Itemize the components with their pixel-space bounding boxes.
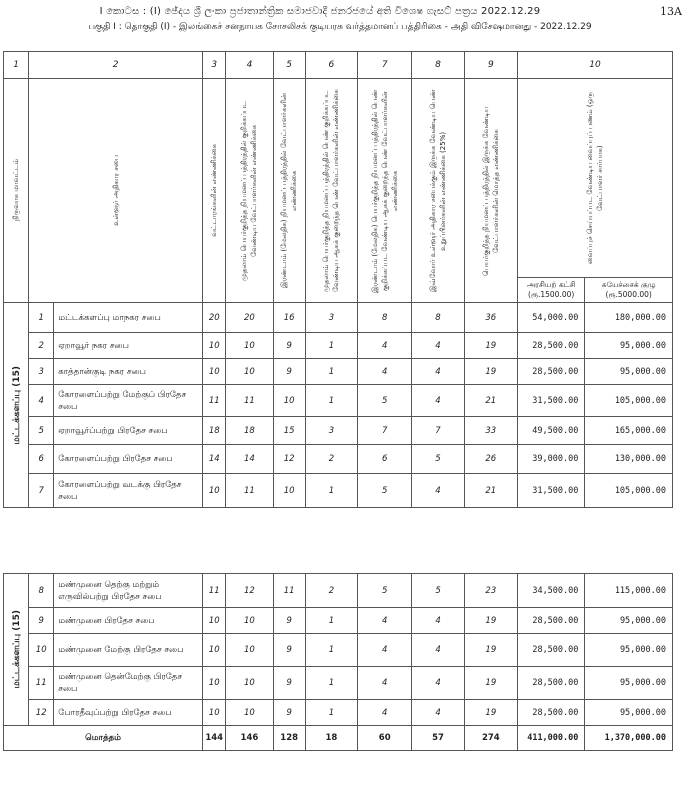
second-nomination-count: 9 [273,333,305,359]
second-women-count: 4 [358,359,412,385]
head-authority: உள்ளூர் அதிகார சபை [29,79,203,303]
authority-name: காத்தான்குடி நகர சபை [54,359,203,385]
table-row [4,667,673,700]
independent-deposit: 105,000.00 [585,385,673,417]
total-c5: 128 [273,726,305,751]
second-nomination-count: 9 [273,359,305,385]
head-first-women: முதலாம் பெயர்குறித்த நியமனப் பத்திரத்தில் பெண் குறிக்கப்பட வேண்டிய ஆகக் குறைந்த பெண் வேட்பாளர்களின் எண்ணிக்கை [305,79,357,303]
total-candidates-count: 23 [464,574,517,608]
first-nomination-count: 10 [226,700,273,726]
total-candidates-count: 33 [464,417,517,445]
authority-name: மண்முனை மேற்கு பிரதேச சபை [54,634,203,667]
authority-name: மண்முனை பிரதேச சபை [54,608,203,634]
independent-deposit: 165,000.00 [585,417,673,445]
row-number: 8 [29,574,54,608]
second-women-count: 6 [358,445,412,474]
total-candidates-count: 19 [464,667,517,700]
page-number: 13A [660,5,682,18]
party-deposit: 31,500.00 [517,474,584,508]
head-first-nomination: முதலாம் பெயர்குறித்த நியமனப் பத்திரத்தில் குறிக்கப்பட வேண்டிய வேட்பாளர்களின் எண்ணிக்கை [226,79,273,303]
wards-count: 14 [203,445,226,474]
second-nomination-count: 12 [273,445,305,474]
second-nomination-count: 9 [273,634,305,667]
total-c7: 60 [358,726,412,751]
second-nomination-count: 11 [273,574,305,608]
first-nomination-count: 10 [226,608,273,634]
independent-deposit: 115,000.00 [585,574,673,608]
wards-count: 10 [203,700,226,726]
head-party-deposit: அரசியற் கட்சி (ரூ.1500.00) [517,278,584,303]
colnum-7: 7 [358,52,412,79]
first-women-count: 1 [305,474,357,508]
independent-deposit: 95,000.00 [585,700,673,726]
first-nomination-count: 11 [226,385,273,417]
authority-name: கோரளைப்பற்று மேற்குப் பிரதேச சபை [54,385,203,417]
first-nomination-count: 20 [226,303,273,333]
women-members-count: 8 [412,303,464,333]
women-members-count: 4 [412,634,464,667]
second-women-count: 7 [358,417,412,445]
wards-count: 18 [203,417,226,445]
first-women-count: 1 [305,700,357,726]
first-nomination-count: 14 [226,445,273,474]
table-row [4,359,673,385]
first-women-count: 1 [305,333,357,359]
first-nomination-count: 10 [226,333,273,359]
second-nomination-count: 10 [273,385,305,417]
column-number-row [4,52,673,79]
colnum-1: 1 [4,52,29,79]
first-women-count: 1 [305,608,357,634]
colnum-2: 2 [29,52,203,79]
party-deposit: 49,500.00 [517,417,584,445]
total-candidates-count: 36 [464,303,517,333]
wards-count: 10 [203,359,226,385]
total-candidates-count: 26 [464,445,517,474]
row-number: 5 [29,417,54,445]
second-women-count: 4 [358,634,412,667]
first-nomination-count: 10 [226,667,273,700]
row-number: 1 [29,303,54,333]
second-women-count: 4 [358,608,412,634]
first-women-count: 3 [305,303,357,333]
independent-deposit: 95,000.00 [585,608,673,634]
wards-count: 10 [203,608,226,634]
first-nomination-count: 11 [226,474,273,508]
table-row [4,385,673,417]
gazette-header-tamil: பகுதி I : தொகுதி (I) - இலங்கைச் சனநாயக சோசலிசக் குடியரசு வர்த்தமானப் பத்திரிகை - அதி விசேஷமானது - 2022.12.29 [88,22,592,32]
second-nomination-count: 15 [273,417,305,445]
candidates-table-part1 [3,51,673,508]
women-members-count: 4 [412,333,464,359]
head-wards: வட்டாரங்களின் எண்ணிக்கை [203,79,226,303]
head-district: நிருவாக மாவட்டம் [4,79,29,303]
total-label: மொத்தம் [4,726,203,751]
first-women-count: 3 [305,417,357,445]
row-number: 7 [29,474,54,508]
colnum-8: 8 [412,52,464,79]
party-deposit: 28,500.00 [518,634,585,667]
second-nomination-count: 9 [273,608,305,634]
table-row [4,417,673,445]
table-row [4,608,673,634]
candidates-table-part2 [3,573,673,751]
authority-name: கோரளைப்பற்று வடக்கு பிரதேச சபை [54,474,203,508]
total-party-deposit: 411,000.00 [518,726,585,751]
women-members-count: 4 [412,359,464,385]
total-c3: 144 [203,726,226,751]
row-number: 4 [29,385,54,417]
table-row [4,445,673,474]
women-members-count: 5 [412,574,464,608]
row-number: 12 [29,700,54,726]
second-nomination-count: 10 [273,474,305,508]
row-number: 10 [29,634,54,667]
gazette-header-sinhala: I කොටස : (I) ඡේදය ශ්‍රී ලංකා ප්‍රජාතාන්ත්‍රික සමාජවාදී ජනරජයේ අති විශෙෂ ගැසට් පත්‍රය 2022.12.29 [99,6,541,17]
colnum-5: 5 [273,52,305,79]
independent-deposit: 95,000.00 [585,667,673,700]
independent-deposit: 130,000.00 [585,445,673,474]
row-number: 6 [29,445,54,474]
table-row [4,700,673,726]
authority-name: ஏறாவூர்ப்பற்று பிரதேச சபை [54,417,203,445]
party-deposit: 28,500.00 [518,700,585,726]
table-row [4,333,673,359]
total-independent-deposit: 1,370,000.00 [585,726,673,751]
total-candidates-count: 19 [464,333,517,359]
independent-deposit: 95,000.00 [585,333,673,359]
first-nomination-count: 10 [226,359,273,385]
wards-count: 11 [203,574,226,608]
row-number: 2 [29,333,54,359]
independent-deposit: 180,000.00 [585,303,673,333]
wards-count: 11 [203,385,226,417]
table-row [4,303,673,333]
independent-deposit: 95,000.00 [585,359,673,385]
total-c9: 274 [464,726,517,751]
table-row [4,474,673,508]
first-women-count: 1 [305,634,357,667]
colnum-4: 4 [226,52,273,79]
second-nomination-count: 9 [273,667,305,700]
row-number: 11 [29,667,54,700]
row-number: 3 [29,359,54,385]
party-deposit: 28,500.00 [518,608,585,634]
second-women-count: 4 [358,700,412,726]
head-women-members: இவ்வோர் உள்ளூர் அதிகார சபைக்கும் இருக்க வேண்டிய பெண் உறுப்பினர்களின் எண்ணிக்கை (25%) [412,79,464,303]
district-cell: மட்டக்களப்பு (15) [4,303,29,508]
second-nomination-count: 9 [273,700,305,726]
first-women-count: 2 [305,574,357,608]
women-members-count: 5 [412,445,464,474]
wards-count: 20 [203,303,226,333]
women-members-count: 4 [412,474,464,508]
authority-name: மண்முனை தென்மேற்கு பிரதேச சபை [54,667,203,700]
party-deposit: 28,500.00 [518,667,585,700]
second-women-count: 5 [358,474,412,508]
district-cell: மட்டக்களப்பு (15) [4,574,29,726]
second-women-count: 8 [358,303,412,333]
party-deposit: 31,500.00 [517,385,584,417]
wards-count: 10 [203,634,226,667]
women-members-count: 4 [412,608,464,634]
total-candidates-count: 19 [464,608,517,634]
second-women-count: 4 [358,333,412,359]
table-row [4,634,673,667]
total-row [4,726,673,751]
row-number: 9 [29,608,54,634]
women-members-count: 7 [412,417,464,445]
first-women-count: 1 [305,359,357,385]
wards-count: 10 [203,667,226,700]
colnum-10: 10 [517,52,672,79]
authority-name: போரதீவுப்பற்று பிரதேச சபை [54,700,203,726]
total-candidates-count: 21 [464,474,517,508]
head-second-nomination: இரண்டாம் (மேலதிக) நியமனப் பத்திரத்தில் வேட்பாளர்களின் எண்ணிக்கை [273,79,305,303]
wards-count: 10 [203,474,226,508]
women-members-count: 4 [412,667,464,700]
head-independent-deposit: சுயேச்சைக் குழு (ரூ.5000.00) [585,278,673,303]
authority-name: மட்டக்களப்பு மாநகர சபை [54,303,203,333]
header-row [4,79,673,278]
second-nomination-count: 16 [273,303,305,333]
second-women-count: 4 [358,667,412,700]
independent-deposit: 95,000.00 [585,634,673,667]
total-candidates-count: 19 [464,700,517,726]
party-deposit: 54,000.00 [517,303,584,333]
party-deposit: 39,000.00 [517,445,584,474]
party-deposit: 34,500.00 [518,574,585,608]
table-row [4,574,673,608]
authority-name: ஏறாவூர் நகர சபை [54,333,203,359]
colnum-9: 9 [464,52,517,79]
wards-count: 10 [203,333,226,359]
colnum-6: 6 [305,52,357,79]
independent-deposit: 105,000.00 [585,474,673,508]
first-women-count: 2 [305,445,357,474]
total-c8: 57 [412,726,464,751]
head-total-candidates: பெயர்குறித்த நியமனப் பத்திரத்தில் இருக்க வேண்டிய வேட்பாளர்களின் மொத்த எண்ணிக்கை [464,79,517,303]
total-candidates-count: 19 [464,634,517,667]
total-candidates-count: 21 [464,385,517,417]
first-nomination-count: 10 [226,634,273,667]
second-women-count: 5 [358,385,412,417]
head-deposit: வைப்புச் செய்யப்பட வேண்டிய வைப்புப் பணம் (ஒரு வேட்பாளர் சார்பாக) [517,79,672,278]
women-members-count: 4 [412,700,464,726]
total-candidates-count: 19 [464,359,517,385]
first-nomination-count: 18 [226,417,273,445]
head-second-women: இரண்டாம் (மேலதிக) பெயர்குறித்த நியமனப் பத்திரத்தில் பெண் குறிக்கப்பட வேண்டிய ஆகக் குறைந்த பெண் வேட்பாளர்களின் எண்ணிக்கை [358,79,412,303]
second-women-count: 5 [358,574,412,608]
party-deposit: 28,500.00 [517,333,584,359]
women-members-count: 4 [412,385,464,417]
total-c4: 146 [226,726,273,751]
authority-name: மண்முனை தெற்கு மற்றும் எருவில்பற்று பிரதேச சபை [54,574,203,608]
colnum-3: 3 [203,52,226,79]
first-nomination-count: 12 [226,574,273,608]
first-women-count: 1 [305,385,357,417]
total-c6: 18 [305,726,357,751]
authority-name: கோரளைப்பற்று பிரதேச சபை [54,445,203,474]
first-women-count: 1 [305,667,357,700]
party-deposit: 28,500.00 [517,359,584,385]
